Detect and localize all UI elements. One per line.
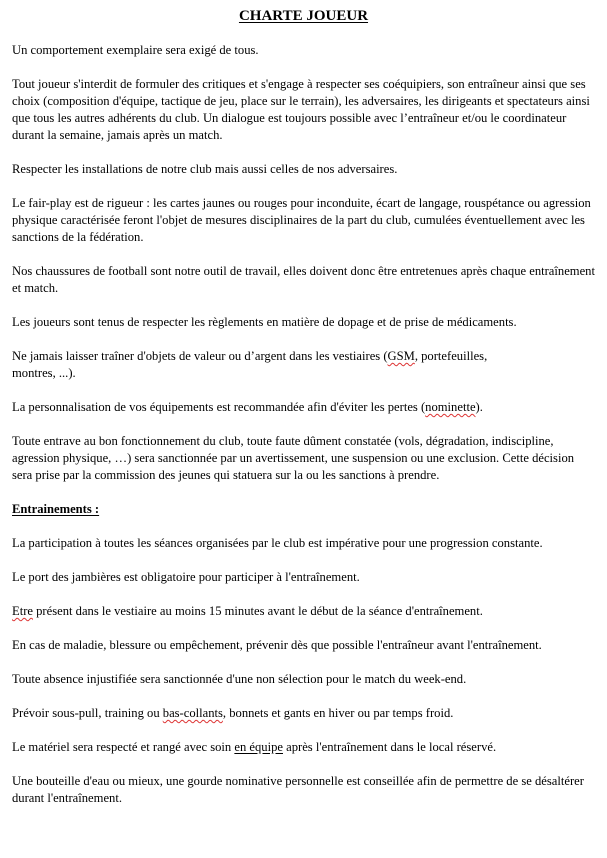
training-shin-guards: Le port des jambières est obligatoire pour participer à l'entraînement. — [12, 570, 360, 584]
training-equipment-c: après l'entraînement dans le local réservé. — [282, 740, 497, 754]
page-title — [12, 7, 595, 25]
training-clothing-a: Prévoir sous-pull, training ou — [12, 706, 163, 720]
training-heading: Entrainements : — [12, 502, 100, 516]
title-text: CHARTE JOUEUR — [238, 8, 369, 24]
training-equipment-en-equipe: en équipe — [234, 740, 283, 754]
personalisation-text-c: ). — [475, 400, 483, 414]
training-heading-line — [12, 501, 595, 518]
training-illness: En cas de maladie, blessure ou empêchement, prévenir dès que possible l'entraîneur avant l'entraînement. — [12, 638, 542, 652]
training-equipment — [12, 739, 595, 756]
training-clothing — [12, 705, 595, 722]
personalisation-nominette: nominette — [425, 400, 476, 414]
training-participation: La participation à toutes les séances organisées par le club est impérative pour une progression constante. — [12, 536, 543, 550]
training-water: Une bouteille d'eau ou mieux, une gourde nominative personnelle est conseillée afin de permettre de se désaltérer durant l'entraînement. — [12, 774, 584, 805]
paragraph-shoes: Nos chaussures de football sont notre outil de travail, elles doivent donc être entretenues après chaque entraînement et match. — [12, 264, 595, 295]
paragraph-installations: Respecter les installations de notre club mais aussi celles de nos adversaires. — [12, 162, 398, 176]
paragraph-sanctions: Toute entrave au bon fonctionnement du club, toute faute dûment constatée (vols, dégradation, indiscipline, agression physique, …) sera sanctionnée par un avertissement, une suspension ou une exclusion. Cette décision sera prise par la commission des jeunes qui statuera sur la ou les sanctions à prendre. — [12, 434, 575, 482]
training-clothing-c: , bonnets et gants en hiver ou par temps froid. — [222, 706, 454, 720]
valuables-text-a: Ne jamais laisser traîner d'objets de valeur ou d’argent dans les vestiaires ( — [12, 349, 388, 363]
paragraph-valuables — [12, 348, 595, 382]
training-arrival-etre: Etre — [12, 604, 33, 618]
paragraph-personalisation — [12, 399, 595, 416]
training-arrival-text: présent dans le vestiaire au moins 15 minutes avant le début de la séance d'entraînement. — [32, 604, 483, 618]
valuables-text-d: montres, ...). — [12, 366, 76, 380]
paragraph-respect: Tout joueur s'interdit de formuler des critiques et s'engage à respecter ses coéquipiers, son entraîneur ainsi que ses choix (composition d'équipe, tactique de jeu, place sur le terrain), les adversaires, les dirigeants et spectateurs ainsi que tous les autres adhérents du club. Un dialogue est toujours possible avec l’entraîneur et/ou le coordinateur durant la semaine, jamais après un match. — [12, 77, 590, 142]
paragraph-fair-play: Le fair-play est de rigueur : les cartes jaunes ou rouges pour inconduite, écart de langage, rouspétance ou agression physique caractérisée feront l'objet de mesures disciplinaires de la part du club, cumulées éventuellement avec les sanctions de la fédération. — [12, 196, 591, 244]
personalisation-text-a: La personnalisation de vos équipements est recommandée afin d'éviter les pertes ( — [12, 400, 426, 414]
valuables-text-c: , portefeuilles, — [414, 349, 488, 363]
training-equipment-a: Le matériel sera respecté et rangé avec soin — [12, 740, 235, 754]
training-absence: Toute absence injustifiée sera sanctionnée d'une non sélection pour le match du week-end. — [12, 672, 467, 686]
paragraph-doping: Les joueurs sont tenus de respecter les règlements en matière de dopage et de prise de médicaments. — [12, 315, 517, 329]
paragraph-behavior: Un comportement exemplaire sera exigé de tous. — [12, 43, 259, 57]
valuables-gsm: GSM — [387, 349, 415, 363]
training-arrival — [12, 603, 595, 620]
training-clothing-bas-collants: bas-collants — [162, 706, 223, 720]
